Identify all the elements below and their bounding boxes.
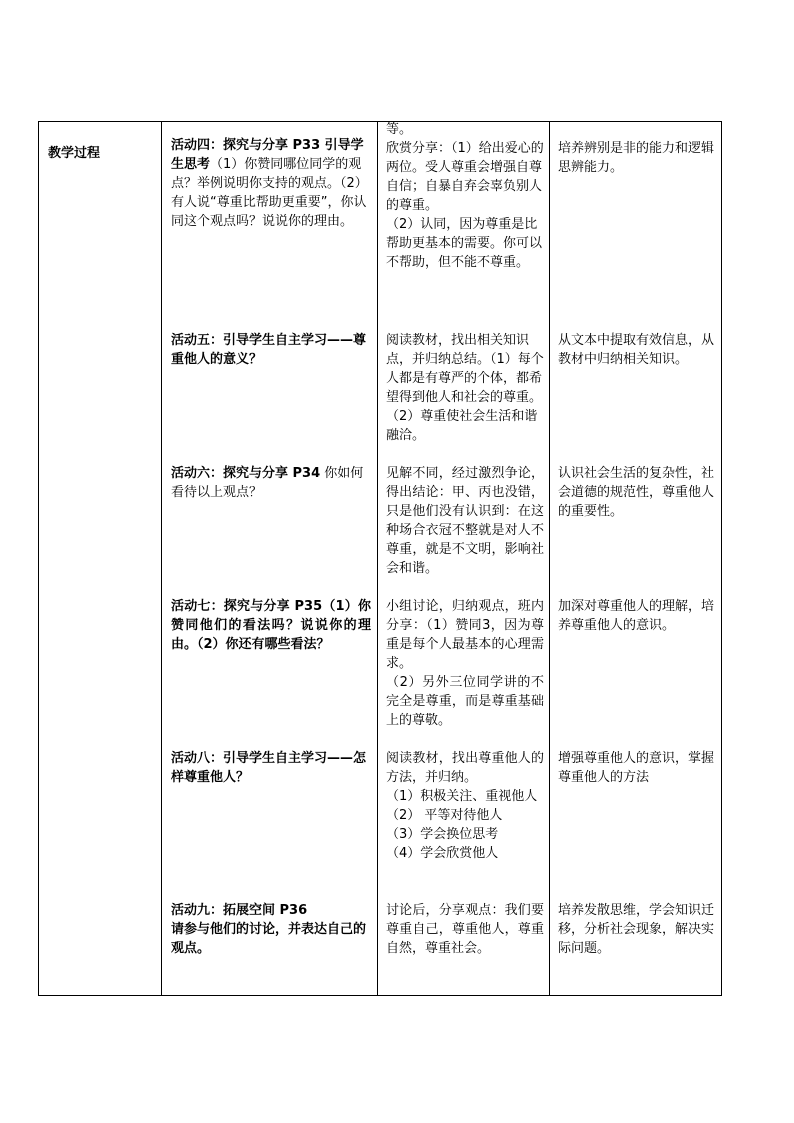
- design-intent-8: 增强尊重他人的意识，掌握尊重他人的方法: [558, 751, 715, 785]
- student-activity-4: 等。 欣赏分享：（1）给出爱心的两位。受人尊重会增强自尊自信；自暴自弃会辜负别人的尊重。 （2）认同，因为尊重是比帮助更基本的需要。你可以不帮助，但不能不尊重。: [386, 122, 544, 270]
- section-label: 教学过程: [48, 146, 101, 161]
- activity-4-title: 活动四：探究与分享 P33 引导学生思考: [171, 138, 364, 172]
- student-activity-6: 见解不同，经过激烈争论，得出结论：甲、丙也没错，只是他们没有认识到：在这种场合衣冠不整就是对人不尊重，就是不文明，影响社会和谐。: [386, 466, 544, 576]
- design-intent-5: 从文本中提取有效信息，从教材中归纳相关知识。: [558, 333, 715, 367]
- activity-8: 活动八：引导学生自主学习——怎样尊重他人？: [171, 751, 367, 785]
- activity-7: 活动七：探究与分享 P35（1）你赞同他们的看法吗？说说你的理由。（2）你还有哪些看法？: [171, 599, 371, 652]
- column-divider: [549, 122, 550, 995]
- lesson-table: [38, 121, 722, 996]
- student-activity-8: 阅读教材，找出尊重他人的方法，并归纳。 （1）积极关注、重视他人 （2） 平等对待他人 （3）学会换位思考 （4）学会欣赏他人: [386, 751, 544, 861]
- activity-6: [171, 464, 371, 502]
- activity-6-question: 你如何看待以上观点？: [171, 466, 364, 500]
- column-divider: [377, 122, 378, 995]
- activity-6-title: 活动六：探究与分享 P34: [171, 466, 321, 481]
- student-activity-7: 小组讨论，归纳观点，班内分享：（1）赞同3，因为尊重是每个人最基本的心理需求。 （2）另外三位同学讲的不完全是尊重，而是尊重基础上的尊敬。: [386, 599, 544, 728]
- design-intent-4: 培养辨别是非的能力和逻辑思辨能力。: [558, 141, 715, 175]
- column-divider: [161, 122, 162, 995]
- activity-4-questions: （1）你赞同哪位同学的观点？举例说明你支持的观点。（2）有人说“尊重比帮助更重要”，你认同这个观点吗？说说你的理由。: [171, 157, 368, 229]
- design-intent-9: 培养发散思维，学会知识迁移，分析社会现象，解决实际问题。: [558, 903, 715, 956]
- student-activity-5: 阅读教材，找出相关知识点，并归纳总结。（1）每个人都是有尊严的个体，都希望得到他人和社会的尊重。 （2）尊重使社会生活和谐融洽。: [386, 333, 544, 443]
- student-activity-9: 讨论后，分享观点：我们要尊重自己，尊重他人，尊重自然，尊重社会。: [386, 903, 544, 956]
- activity-9: 活动九：拓展空间 P36 请参与他们的讨论，并表达自己的观点。: [171, 903, 367, 956]
- design-intent-6: 认识社会生活的复杂性，社会道德的规范性，尊重他人的重要性。: [558, 466, 715, 519]
- activity-4: [171, 136, 371, 231]
- design-intent-7: 加深对尊重他人的理解，培养尊重他人的意识。: [558, 599, 715, 633]
- activity-5: 活动五：引导学生自主学习——尊重他人的意义？: [171, 333, 367, 367]
